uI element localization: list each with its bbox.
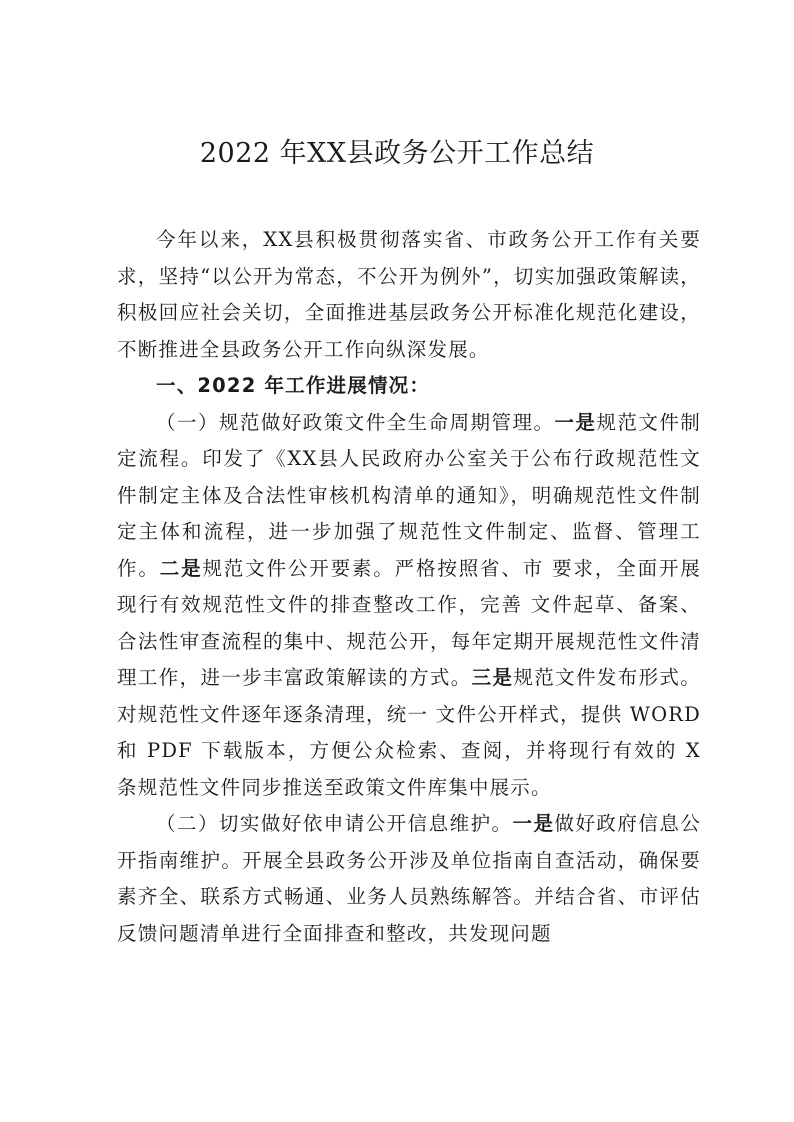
section-heading: 一、2022 年工作进展情况：	[156, 374, 431, 397]
document-body	[117, 222, 701, 952]
item-2-paragraph	[117, 806, 701, 952]
item-2-marker-1: 一是	[512, 812, 555, 835]
item-1-text-3: 规范文件发布形式。对规范性文件逐年逐条清理，统一 文件公开样式，提供 WORD 和 PDF 下载版本，方便公众检索、查阅，并将现行有效的 X 条规范性文件同步推送至政策文件库集中展示。	[117, 666, 701, 799]
item-2-text-1: 做好政府信息公开指南维护。开展全县政务公开涉及单位指南自查活动，确保要素齐全、联系方式畅通、业务人员熟练解答。并结合省、市评估反馈问题清单进行全面排查和整改，共发现问题	[117, 812, 701, 945]
item-1-marker-3: 三是	[471, 666, 514, 689]
document-title: 2022 年XX县政务公开工作总结	[199, 138, 595, 169]
item-1-paragraph	[117, 405, 701, 807]
item-1-lead: （一）规范做好政策文件全生命周期管理。	[156, 410, 555, 434]
item-2-lead: （二）切实做好依申请公开信息维护。	[156, 812, 513, 835]
item-1-text-1: 规范文件制定流程。印发了《XX县人民政府办公室关于公布行政规范性文件制定主体及合法性审核机构清单的通知》，明确规范性文件制定主体和流程，进一步加强了规范性文件制定、监督、管理工作。	[117, 410, 701, 580]
item-1-marker-2: 二是	[159, 556, 203, 580]
intro-paragraph: 今年以来，XX县积极贯彻落实省、市政务公开工作有关要求，坚持“以公开为常态，不公开为例外”，切实加强政策解读，积极回应社会关切，全面推进基层政务公开标准化规范化建设，不断推进全县政务公开工作向纵深发展。	[117, 228, 701, 361]
item-1-text-2: 规范文件公开要素。严格按照省、市 要求，全面开展现行有效规范性文件的排查整改工作，完善 文件起草、备案、合法性审查流程的集中、规范公开，每年定期开展规范性文件清理工作，进一步丰富政策解读的方式。	[117, 556, 702, 689]
item-1-marker-1: 一是	[554, 410, 597, 434]
